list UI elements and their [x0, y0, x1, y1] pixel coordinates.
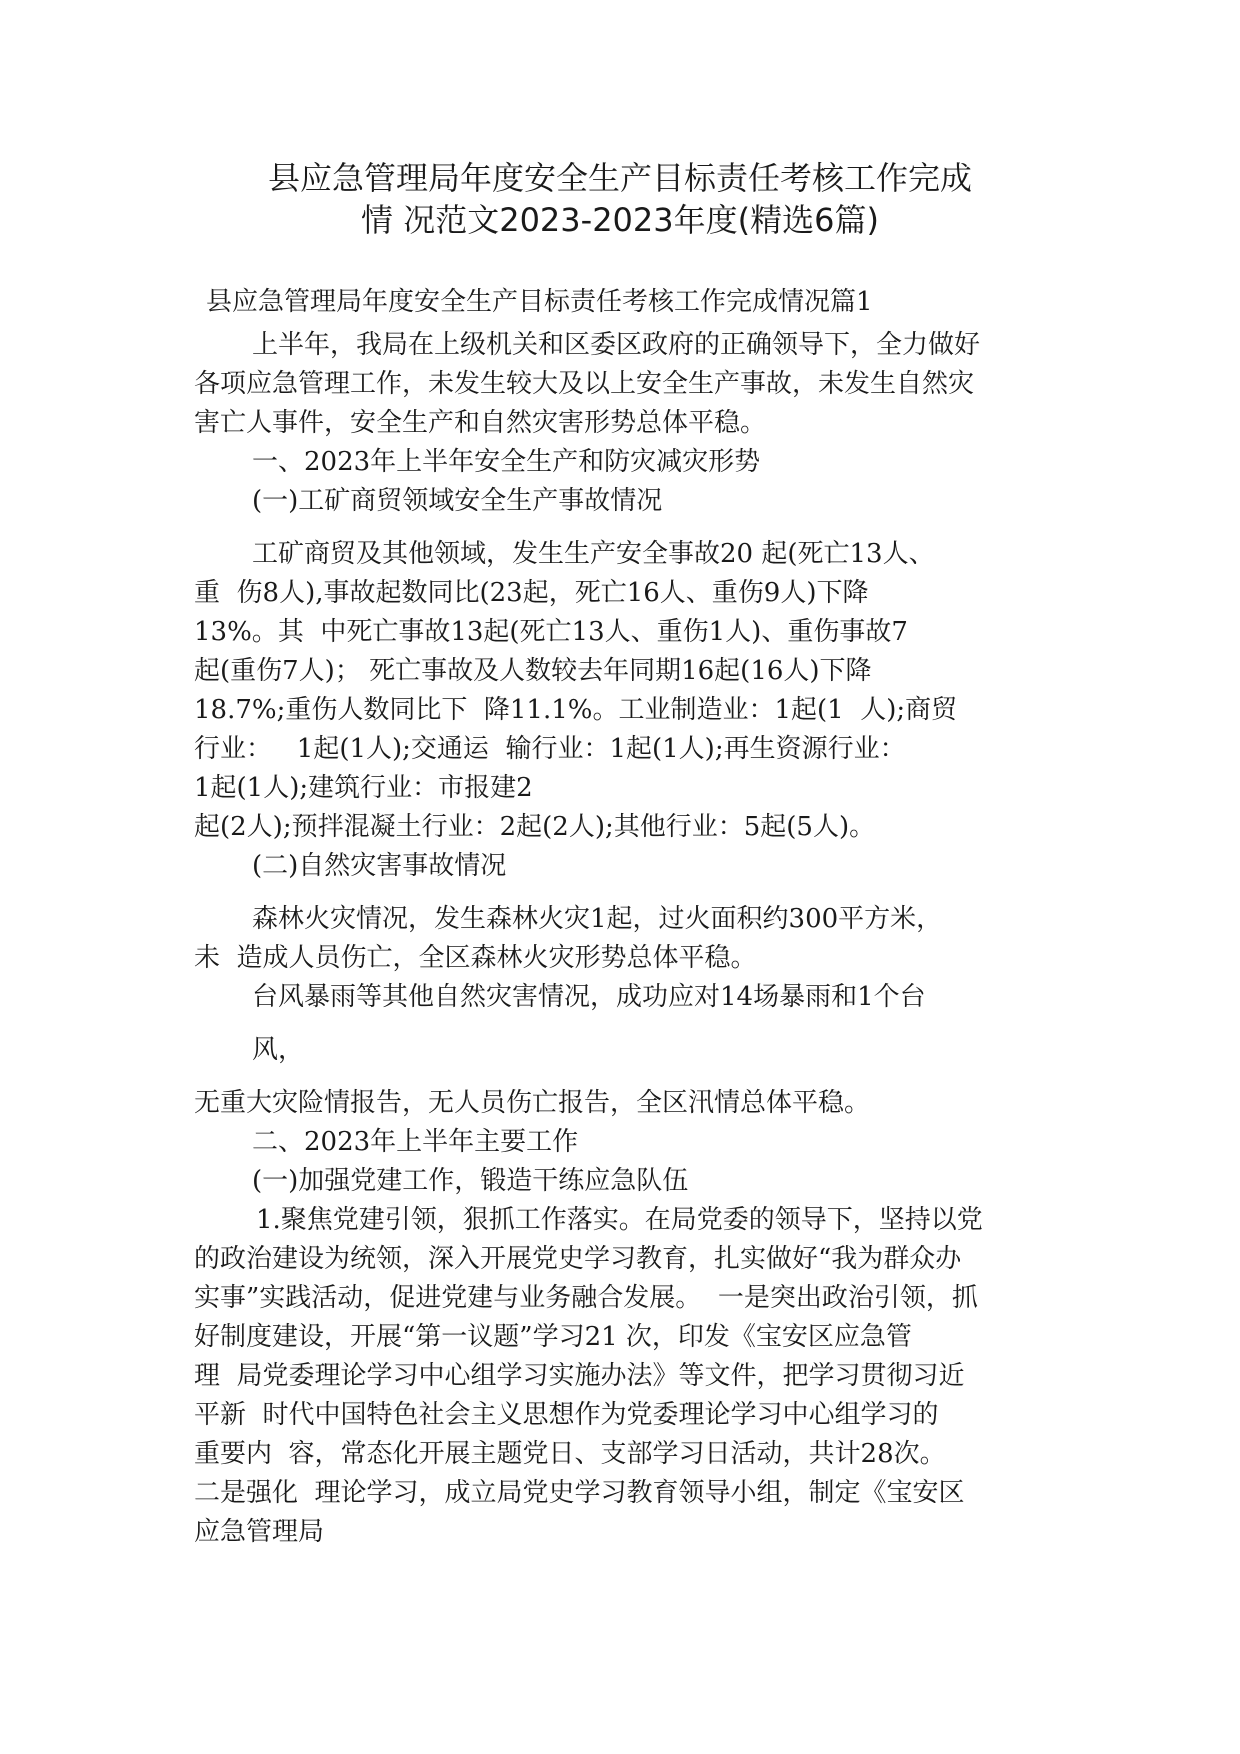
- document-title-line-2: 情 况范文2023-2023年度(精选6篇): [361, 201, 879, 239]
- body-line: 18.7%;重伤人数同比下 降11.1%。工业制造业：1起(1 人);商贸: [194, 695, 958, 725]
- body-line: 行业： 1起(1人);交通运 输行业：1起(1人);再生资源行业：: [194, 734, 906, 764]
- body-line: 未 造成人员伤亡，全区森林火灾形势总体平稳。: [194, 943, 757, 973]
- paragraph-gap: [194, 521, 1064, 535]
- body-line: 应急管理局: [194, 1517, 325, 1547]
- body-line: 工矿商贸及其他领域，发生生产安全事故20 起(死亡13人、: [252, 539, 935, 569]
- body-line: 森林火灾情况，发生森林火灾1起，过火面积约300平方米，: [252, 904, 943, 934]
- body-line: 1.聚焦党建引领，狠抓工作落实。在局党委的领导下，坚持以党: [256, 1205, 983, 1235]
- body-line: 风，: [252, 1035, 305, 1065]
- document-title-line-1: 县应急管理局年度安全生产目标责任考核工作完成: [267, 159, 972, 197]
- body-line: 起(重伤7人)； 死亡事故及人数较去年同期16起(16人)下降: [194, 656, 872, 686]
- document-body: [194, 326, 1064, 1552]
- body-line: 实事”实践活动，促进党建与业务融合发展。 一是突出政治引领，抓: [194, 1283, 978, 1313]
- body-line: 13%。其 中死亡事故13起(死亡13人、重伤1人)、重伤事故7: [194, 617, 908, 647]
- paragraph-gap: [194, 1017, 1064, 1031]
- body-line: 二、2023年上半年主要工作: [252, 1127, 579, 1157]
- body-line: 无重大灾险情报告，无人员伤亡报告，全区汛情总体平稳。: [194, 1088, 871, 1118]
- paragraph-gap: [194, 1070, 1064, 1084]
- paragraph-gap: [194, 886, 1064, 900]
- body-line: 重 伤8人),事故起数同比(23起，死亡16人、重伤9人)下降: [194, 578, 869, 608]
- body-line: 上半年，我局在上级机关和区委区政府的正确领导下，全力做好: [252, 330, 981, 360]
- body-line: 的政治建设为统领，深入开展党史学习教育，扎实做好“我为群众办: [194, 1244, 962, 1274]
- section-heading: 县应急管理局年度安全生产目标责任考核工作完成情况篇1: [206, 287, 873, 317]
- body-line: 各项应急管理工作，未发生较大及以上安全生产事故，未发生自然灾: [194, 369, 975, 399]
- body-line: (二)自然灾害事故情况: [252, 851, 507, 881]
- body-line: 台风暴雨等其他自然灾害情况，成功应对14场暴雨和1个台: [252, 982, 926, 1012]
- body-line: 重要内 容，常态化开展主题党日、支部学习日活动，共计28次。: [194, 1439, 946, 1469]
- body-line: 害亡人事件，安全生产和自然灾害形势总体平稳。: [194, 408, 767, 438]
- body-line: 理 局党委理论学习中心组学习实施办法》等文件，把学习贯彻习近: [194, 1361, 965, 1391]
- body-line: 一、2023年上半年安全生产和防灾减灾形势: [252, 447, 761, 477]
- body-line: 二是强化 理论学习，成立局党史学习教育领导小组，制定《宝安区: [194, 1478, 965, 1508]
- body-line: 平新 时代中国特色社会主义思想作为党委理论学习中心组学习的: [194, 1400, 939, 1430]
- body-line: 起(2人);预拌混凝土行业：2起(2人);其他行业：5起(5人)。: [194, 812, 876, 842]
- body-line: (一)工矿商贸领域安全生产事故情况: [252, 486, 663, 516]
- body-line: (一)加强党建工作，锻造干练应急队伍: [252, 1166, 689, 1196]
- body-line: 好制度建设，开展“第一议题”学习21 次，印发《宝安区应急管: [194, 1322, 912, 1352]
- body-line: 1起(1人);建筑行业：市报建2: [194, 773, 533, 803]
